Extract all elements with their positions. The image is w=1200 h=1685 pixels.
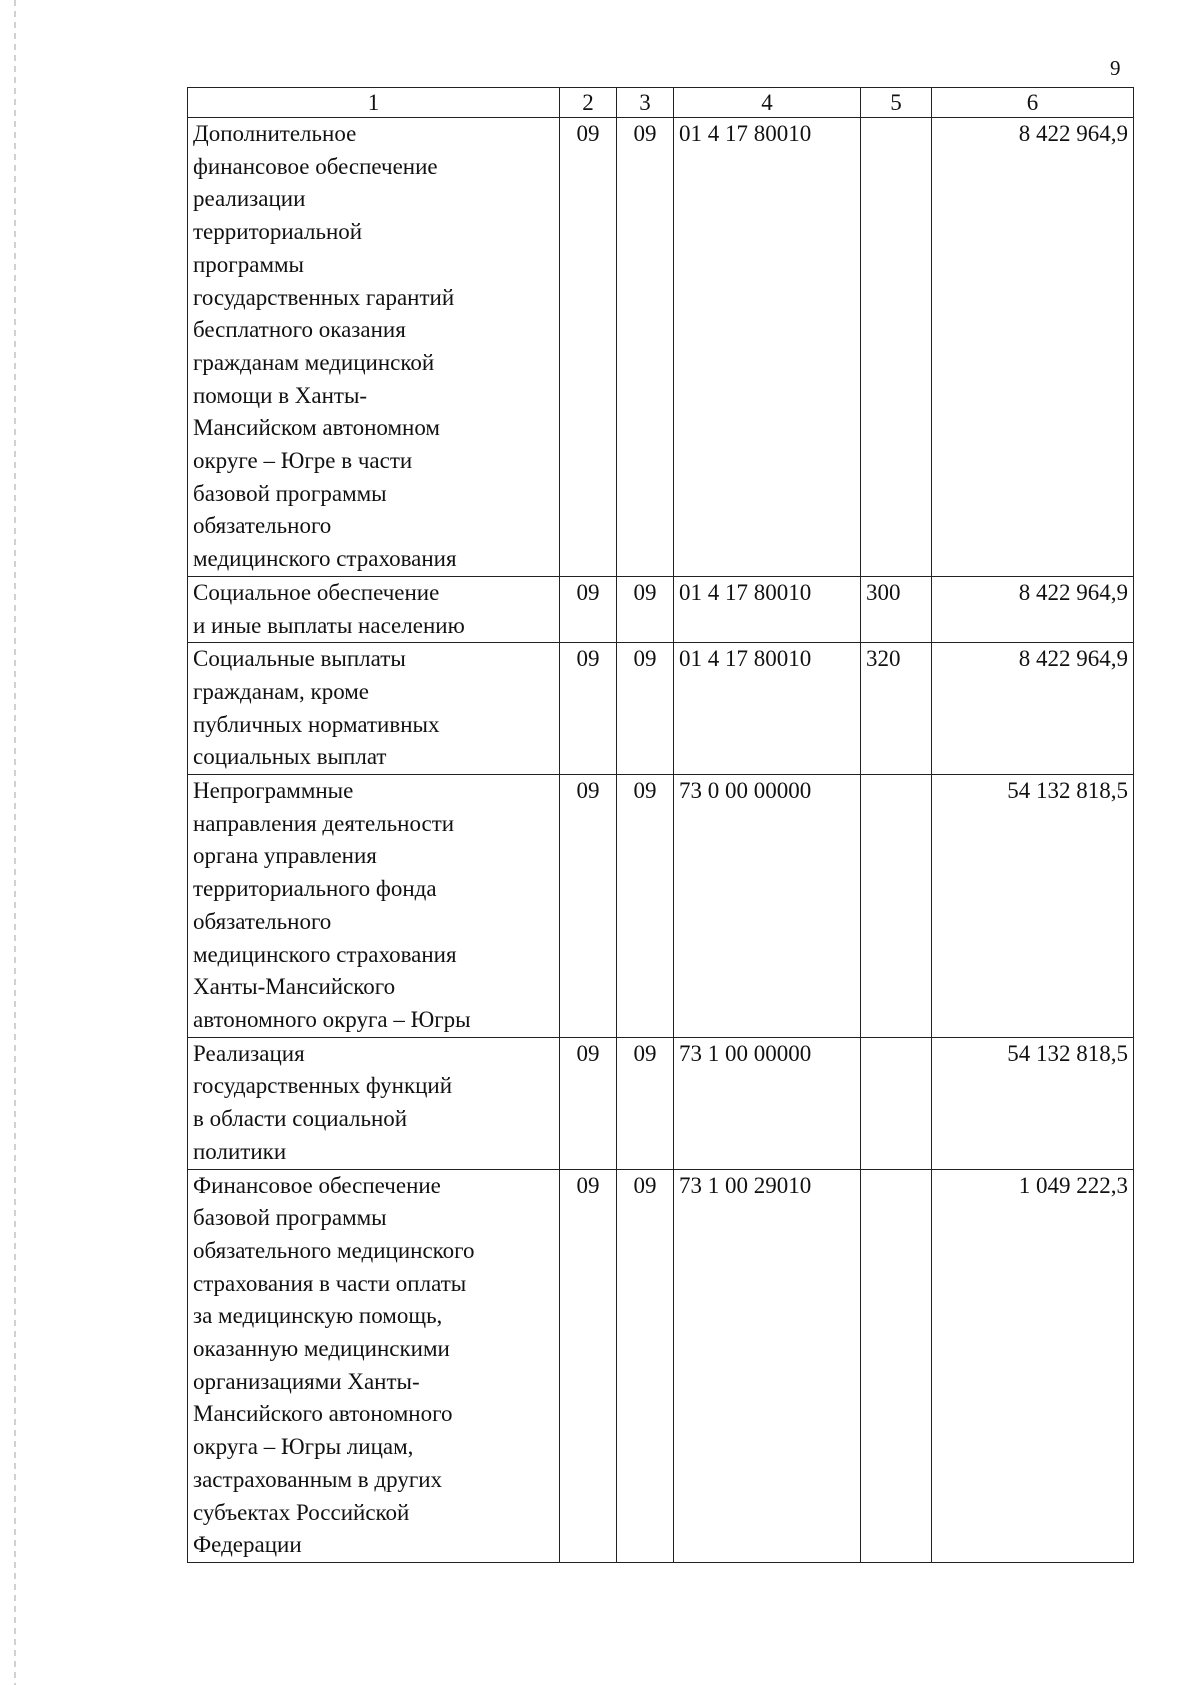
amount-cell: 54 132 818,5 [932, 775, 1134, 1038]
amount-cell: 8 422 964,9 [932, 643, 1134, 775]
row-name-cell: Дополнительное финансовое обеспечение реализации территориальной программы государственных гарантий бесплатного оказания гражданам медицинской помощи в Ханты- Мансийском автономном округе – Югре в части базовой программы обязательного медицинского страхования [188, 118, 560, 577]
amount-cell: 8 422 964,9 [932, 576, 1134, 642]
budget-table [187, 87, 1134, 1563]
section-code-cell: 09 [560, 1169, 617, 1562]
subsection-code-cell: 09 [617, 775, 674, 1038]
expense-type-cell [861, 118, 932, 577]
expense-type-cell: 320 [861, 643, 932, 775]
table-row [188, 1037, 1134, 1169]
row-name-cell: Реализация государственных функций в области социальной политики [188, 1037, 560, 1169]
expense-type-cell [861, 1037, 932, 1169]
header-row [188, 88, 1134, 118]
row-name-cell: Непрограммные направления деятельности органа управления территориального фонда обязательного медицинского страхования Ханты-Мансийского автономного округа – Югры [188, 775, 560, 1038]
section-code-cell: 09 [560, 643, 617, 775]
expense-type-cell: 300 [861, 576, 932, 642]
column-header-1: 1 [188, 88, 560, 118]
subsection-code-cell: 09 [617, 576, 674, 642]
target-article-cell: 01 4 17 80010 [674, 643, 861, 775]
subsection-code-cell: 09 [617, 1169, 674, 1562]
subsection-code-cell: 09 [617, 643, 674, 775]
row-name-cell: Социальное обеспечение и иные выплаты населению [188, 576, 560, 642]
row-name-cell: Финансовое обеспечение базовой программы обязательного медицинского страхования в части оплаты за медицинскую помощь, оказанную медицинскими организациями Ханты- Мансийского автономного округа – Югры лицам, застрахованным в других субъектах Российской Федерации [188, 1169, 560, 1562]
table-row [188, 118, 1134, 577]
scan-edge-artifact [14, 0, 16, 1685]
section-code-cell: 09 [560, 576, 617, 642]
column-header-5: 5 [861, 88, 932, 118]
amount-cell: 54 132 818,5 [932, 1037, 1134, 1169]
amount-cell: 1 049 222,3 [932, 1169, 1134, 1562]
page-number: 9 [1110, 56, 1121, 80]
column-header-3: 3 [617, 88, 674, 118]
amount-cell: 8 422 964,9 [932, 118, 1134, 577]
table-row [188, 1169, 1134, 1562]
subsection-code-cell: 09 [617, 1037, 674, 1169]
target-article-cell: 73 1 00 00000 [674, 1037, 861, 1169]
expense-type-cell [861, 1169, 932, 1562]
target-article-cell: 01 4 17 80010 [674, 118, 861, 577]
column-header-6: 6 [932, 88, 1134, 118]
column-header-2: 2 [560, 88, 617, 118]
row-name-cell: Социальные выплаты гражданам, кроме публичных нормативных социальных выплат [188, 643, 560, 775]
target-article-cell: 73 1 00 29010 [674, 1169, 861, 1562]
section-code-cell: 09 [560, 775, 617, 1038]
column-header-4: 4 [674, 88, 861, 118]
subsection-code-cell: 09 [617, 118, 674, 577]
table-row [188, 643, 1134, 775]
section-code-cell: 09 [560, 118, 617, 577]
section-code-cell: 09 [560, 1037, 617, 1169]
expense-type-cell [861, 775, 932, 1038]
target-article-cell: 73 0 00 00000 [674, 775, 861, 1038]
target-article-cell: 01 4 17 80010 [674, 576, 861, 642]
table-row [188, 576, 1134, 642]
table-row [188, 775, 1134, 1038]
